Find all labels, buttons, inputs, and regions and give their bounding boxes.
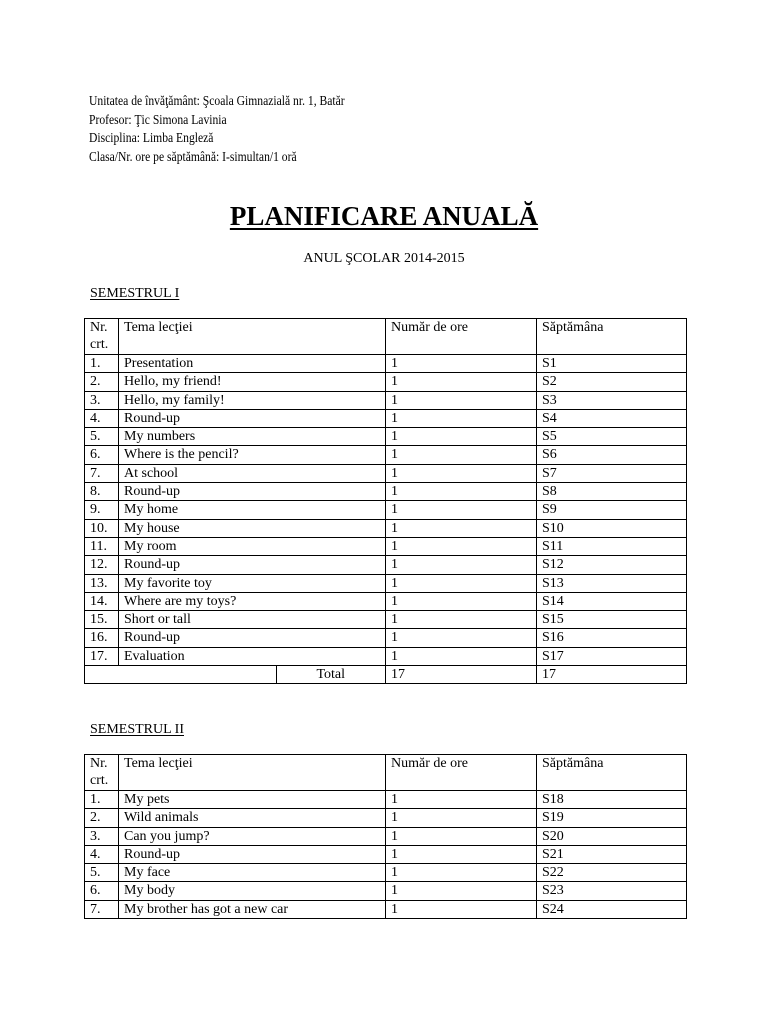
cell-nr: 3. xyxy=(85,827,119,845)
cell-saptamana: S3 xyxy=(537,391,687,409)
cell-ore: 1 xyxy=(386,464,537,482)
table-row xyxy=(85,592,687,610)
semester-2-body xyxy=(85,755,687,919)
cell-saptamana: S5 xyxy=(537,428,687,446)
cell-nr: 10. xyxy=(85,519,119,537)
cell-saptamana: S24 xyxy=(537,900,687,918)
cell-tema: My face xyxy=(119,864,386,882)
document-header xyxy=(89,92,386,166)
table-row xyxy=(85,483,687,501)
cell-ore: 1 xyxy=(386,483,537,501)
table-row xyxy=(85,574,687,592)
cell-nr: 2. xyxy=(85,373,119,391)
cell-saptamana: S4 xyxy=(537,409,687,427)
cell-ore: 1 xyxy=(386,809,537,827)
cell-ore: 1 xyxy=(386,519,537,537)
table-row xyxy=(85,647,687,665)
cell-saptamana: S7 xyxy=(537,464,687,482)
table-row xyxy=(85,464,687,482)
cell-nr: 4. xyxy=(85,845,119,863)
header-tema: Tema lecţiei xyxy=(119,319,386,355)
cell-saptamana: S19 xyxy=(537,809,687,827)
cell-nr: 6. xyxy=(85,882,119,900)
table-row xyxy=(85,809,687,827)
semester-1-heading: SEMESTRUL I xyxy=(90,286,180,301)
total-saptamana: 17 xyxy=(537,666,687,684)
cell-ore: 1 xyxy=(386,373,537,391)
total-label-cell xyxy=(119,666,386,684)
cell-ore: 1 xyxy=(386,446,537,464)
header-nr: Nr. crt. xyxy=(85,755,119,791)
cell-saptamana: S18 xyxy=(537,791,687,809)
class-hours-line: Clasa/Nr. ore pe săptămână: I-simultan/1 oră xyxy=(89,148,297,164)
cell-saptamana: S21 xyxy=(537,845,687,863)
cell-ore: 1 xyxy=(386,882,537,900)
cell-saptamana: S12 xyxy=(537,556,687,574)
table-row xyxy=(85,373,687,391)
cell-ore: 1 xyxy=(386,629,537,647)
cell-tema: Can you jump? xyxy=(119,827,386,845)
table-row xyxy=(85,409,687,427)
cell-nr: 3. xyxy=(85,391,119,409)
table-row xyxy=(85,556,687,574)
cell-ore: 1 xyxy=(386,537,537,555)
cell-nr: 15. xyxy=(85,611,119,629)
cell-nr: 13. xyxy=(85,574,119,592)
table-row xyxy=(85,446,687,464)
cell-ore: 1 xyxy=(386,428,537,446)
cell-saptamana: S13 xyxy=(537,574,687,592)
cell-tema: Presentation xyxy=(119,355,386,373)
cell-tema: My favorite toy xyxy=(119,574,386,592)
table-row xyxy=(85,791,687,809)
table-row xyxy=(85,864,687,882)
cell-nr: 5. xyxy=(85,428,119,446)
cell-tema: Where are my toys? xyxy=(119,592,386,610)
cell-nr: 6. xyxy=(85,446,119,464)
cell-nr: 16. xyxy=(85,629,119,647)
cell-ore: 1 xyxy=(386,355,537,373)
table-row xyxy=(85,882,687,900)
table-header-row xyxy=(85,319,687,355)
semester-1-table xyxy=(84,318,687,684)
cell-tema: At school xyxy=(119,464,386,482)
cell-nr: 8. xyxy=(85,483,119,501)
cell-saptamana: S15 xyxy=(537,611,687,629)
cell-nr: 5. xyxy=(85,864,119,882)
table-row xyxy=(85,537,687,555)
school-unit-line: Unitatea de învăţământ: Şcoala Gimnazială nr. 1, Batăr xyxy=(89,93,345,108)
cell-tema: My home xyxy=(119,501,386,519)
cell-ore: 1 xyxy=(386,900,537,918)
cell-ore: 1 xyxy=(386,574,537,592)
semester-2-table xyxy=(84,754,687,919)
cell-tema: My pets xyxy=(119,791,386,809)
cell-ore: 1 xyxy=(386,845,537,863)
cell-tema: Round-up xyxy=(119,409,386,427)
cell-tema: Round-up xyxy=(119,629,386,647)
cell-ore: 1 xyxy=(386,501,537,519)
header-saptamana: Săptămâna xyxy=(537,755,687,791)
cell-ore: 1 xyxy=(386,391,537,409)
cell-tema: My body xyxy=(119,882,386,900)
cell-ore: 1 xyxy=(386,556,537,574)
header-nr: Nr. crt. xyxy=(85,319,119,355)
cell-nr: 4. xyxy=(85,409,119,427)
semester-2-heading: SEMESTRUL II xyxy=(90,722,184,737)
table-row xyxy=(85,845,687,863)
table-row xyxy=(85,391,687,409)
cell-nr: 17. xyxy=(85,647,119,665)
cell-tema: Where is the pencil? xyxy=(119,446,386,464)
cell-saptamana: S6 xyxy=(537,446,687,464)
cell-nr: 11. xyxy=(85,537,119,555)
header-ore: Număr de ore xyxy=(386,755,537,791)
table-row xyxy=(85,900,687,918)
header-ore: Număr de ore xyxy=(386,319,537,355)
cell-saptamana: S14 xyxy=(537,592,687,610)
table-row xyxy=(85,611,687,629)
school-year-subtitle: ANUL ŞCOLAR 2014-2015 xyxy=(303,251,465,266)
cell-tema: My house xyxy=(119,519,386,537)
cell-tema: Hello, my family! xyxy=(119,391,386,409)
table-header-row xyxy=(85,755,687,791)
cell-ore: 1 xyxy=(386,592,537,610)
cell-saptamana: S10 xyxy=(537,519,687,537)
cell-nr: 1. xyxy=(85,791,119,809)
cell-saptamana: S20 xyxy=(537,827,687,845)
total-ore: 17 xyxy=(386,666,537,684)
table-row xyxy=(85,629,687,647)
cell-ore: 1 xyxy=(386,611,537,629)
header-saptamana: Săptămâna xyxy=(537,319,687,355)
cell-saptamana: S8 xyxy=(537,483,687,501)
page-title: PLANIFICARE ANUALĂ xyxy=(229,201,539,231)
cell-ore: 1 xyxy=(386,409,537,427)
cell-tema: Round-up xyxy=(119,483,386,501)
cell-ore: 1 xyxy=(386,864,537,882)
cell-tema: Short or tall xyxy=(119,611,386,629)
cell-tema: My room xyxy=(119,537,386,555)
cell-ore: 1 xyxy=(386,827,537,845)
cell-ore: 1 xyxy=(386,791,537,809)
semester-1-body xyxy=(85,319,687,684)
table-row xyxy=(85,827,687,845)
cell-tema: Hello, my friend! xyxy=(119,373,386,391)
cell-ore: 1 xyxy=(386,647,537,665)
total-spacer-cell xyxy=(85,666,119,684)
cell-nr: 7. xyxy=(85,464,119,482)
cell-saptamana: S22 xyxy=(537,864,687,882)
cell-tema: My numbers xyxy=(119,428,386,446)
table-row xyxy=(85,355,687,373)
subject-line: Disciplina: Limba Engleză xyxy=(89,130,214,145)
cell-saptamana: S16 xyxy=(537,629,687,647)
cell-tema: Round-up xyxy=(119,556,386,574)
total-row xyxy=(85,666,687,684)
cell-tema: Evaluation xyxy=(119,647,386,665)
header-tema: Tema lecţiei xyxy=(119,755,386,791)
cell-saptamana: S1 xyxy=(537,355,687,373)
cell-saptamana: S23 xyxy=(537,882,687,900)
cell-nr: 1. xyxy=(85,355,119,373)
cell-saptamana: S17 xyxy=(537,647,687,665)
total-label: Total xyxy=(316,667,346,683)
cell-nr: 7. xyxy=(85,900,119,918)
cell-tema: My brother has got a new car xyxy=(119,900,386,918)
teacher-line: Profesor: Ţic Simona Lavinia xyxy=(89,111,227,127)
cell-tema: Round-up xyxy=(119,845,386,863)
cell-tema: Wild animals xyxy=(119,809,386,827)
cell-nr: 2. xyxy=(85,809,119,827)
cell-saptamana: S2 xyxy=(537,373,687,391)
cell-saptamana: S9 xyxy=(537,501,687,519)
total-gap xyxy=(119,666,277,683)
table-row xyxy=(85,519,687,537)
cell-nr: 9. xyxy=(85,501,119,519)
cell-nr: 12. xyxy=(85,556,119,574)
cell-saptamana: S11 xyxy=(537,537,687,555)
cell-nr: 14. xyxy=(85,592,119,610)
table-row xyxy=(85,501,687,519)
table-row xyxy=(85,428,687,446)
